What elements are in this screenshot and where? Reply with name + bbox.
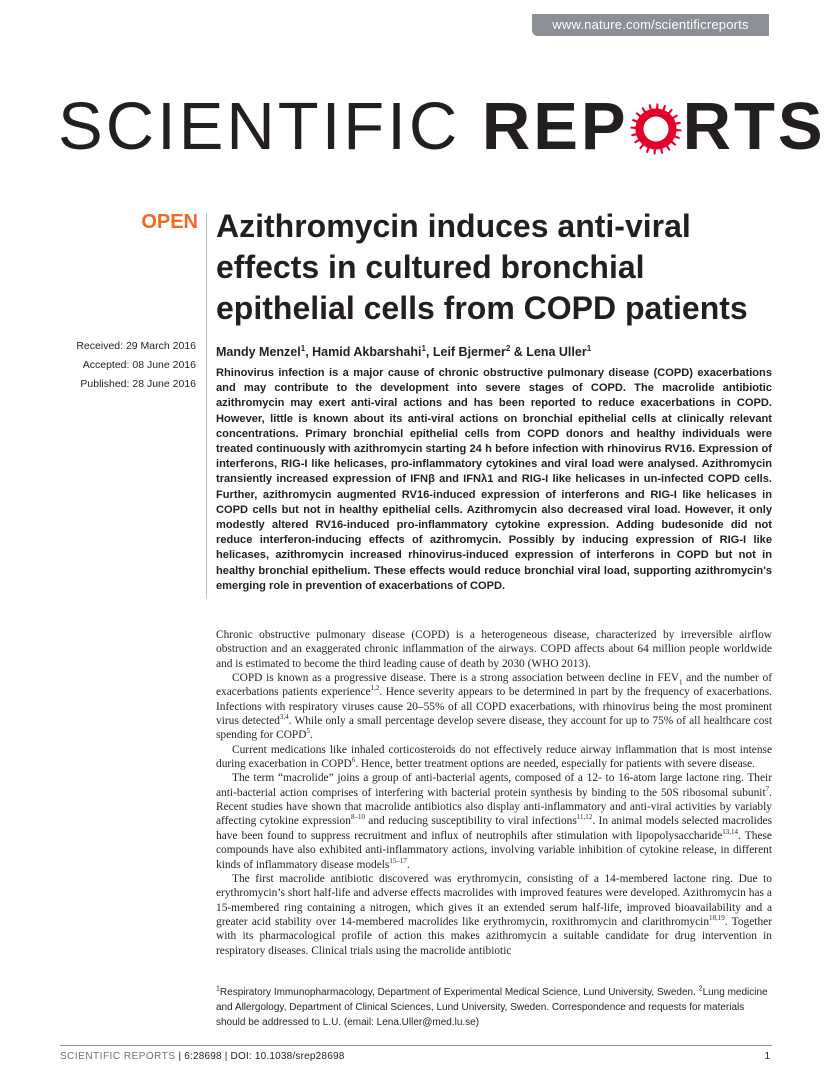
received-date: Received: 29 March 2016 [76, 340, 196, 352]
author-affiliation-mark: 1 [300, 344, 306, 353]
author-affiliation-mark: 2 [505, 344, 511, 353]
body-text: The term “macrolide” joins a group of anti-bacterial agents, composed of a 12- to 16-atom large lactone ring. Their anti-bacterial action comprises of interfering with bacterial protein synthesis by binding to the 50S ribosomal subunit [216, 772, 772, 799]
affiliation-mark: 2 [698, 985, 703, 993]
author-list: Mandy Menzel$^1$, Hamid Akbarshahi$^1$, Leif Bjermer$^2$ & Lena Uller$^1$ [216, 344, 592, 360]
open-access-label: OPEN [141, 211, 198, 233]
article-dates [40, 337, 196, 394]
author-affiliation-mark: 1 [421, 344, 426, 353]
page-number: 1 [764, 1051, 770, 1062]
body-text: . [310, 729, 313, 742]
citation-ref[interactable]: 3,4 [279, 713, 289, 722]
affiliation-text: Lung medicine and Allergology, Department of Clinical Sciences, Lund University, Sweden. Correspondence and requests for materials should be addressed to L.U. (email: Lena.Uller@med.lu.se) [216, 987, 768, 1028]
author-affiliation-mark: 1 [586, 344, 592, 353]
citation-ref[interactable]: 1,2 [370, 684, 380, 693]
author-name[interactable]: Hamid Akbarshahi [312, 345, 422, 360]
affiliation-mark: 1 [216, 985, 220, 993]
abstract: Rhinovirus infection is a major cause of chronic obstructive pulmonary disease (COPD) exacerbations and may contribute to the development into severe stages of COPD. The macrolide antibiotic azithromycin may exert anti-viral actions and has been reported to reduce exacerbations in COPD. However, little is known about its anti-viral actions on bronchial epithelial cells at clinically relevant concentrations. Primary bronchial epithelial cells from COPD donors and healthy individuals were treated continuously with azithromycin starting 24 h before infection with rhinovirus RV16. Expression of interferons, RIG-I like helicases, pro-inflammatory cytokines and viral load were analysed. Azithromycin transiently increased expression of IFNβ and IFNλ1 and RIG-I like helicases in un-infected COPD cells. Further, azithromycin augmented RV16-induced expression of interferons and RIG-I like helicases in COPD cells but not in healthy epithelial cells. Azithromycin also decreased viral load. However, it only modestly altered RV16-induced pro-inflammatory cytokine expression. Adding budesonide did not reduce interferon-inducing effects of azithromycin. Possibly by inducing expression of RIG-I like helicases, azithromycin increased rhinovirus-induced expression of interferons in COPD but not in healthy bronchial epithelium. These effects would reduce bronchial viral load, supporting azithromycin's emerging role in prevention of exacerbations of COPD. [216, 367, 772, 592]
body-text: . [406, 858, 410, 871]
body-paragraph [216, 743, 772, 772]
gear-logo-icon [630, 98, 682, 150]
affiliations-footnote [216, 985, 772, 1030]
affiliation-text: Respiratory Immunopharmacology, Department of Experimental Medical Science, Lund University, Sweden. [219, 987, 699, 998]
citation-ref[interactable]: 11,12 [576, 813, 593, 822]
body-text: . In animal models selected macrolides have been found to suppress recruitment and influx of neutrophils after stimulation with lipopolysaccharide [216, 815, 773, 842]
footer-doi[interactable]: | 6:28698 | DOI: 10.1038/srep28698 [175, 1051, 345, 1062]
body-paragraph: Chronic obstructive pulmonary disease (COPD) is a heterogeneous disease, characterized by irreversible airflow obstruction and an exaggerated chronic inflammation of the airways. COPD affects about 64 million people worldwide and is estimated to become the third leading cause of death by 2030 (WHO 2013). [216, 629, 772, 670]
body-paragraph [216, 771, 772, 871]
citation-ref[interactable]: 13,14 [722, 828, 739, 837]
footer-journal-name: SCIENTIFIC REPORTS [60, 1051, 176, 1062]
body-text: . Together with its pharmacological profile of action this makes azithromycin a suitable candidate for drug intervention in respiratory diseases. Clinical trials using the macrolide antibiotic [216, 915, 772, 957]
journal-url-banner[interactable]: www.nature.com/scientificreports [532, 14, 769, 36]
body-paragraph [216, 671, 772, 743]
body-text: . Hence, better treatment options are needed, especially for patients with severe disease. [355, 758, 755, 771]
author-name[interactable]: Mandy Menzel [216, 345, 301, 360]
body-text: and reducing susceptibility to viral infections [364, 815, 577, 828]
divider-rule [206, 213, 207, 598]
citation-ref[interactable]: 15–17 [389, 856, 407, 865]
accepted-date: Accepted: 08 June 2016 [82, 359, 196, 371]
body-text: . Recent studies have shown that macrolide antibiotics also display anti-inflammatory and anti-viral activities by variably affecting cytokine expression [216, 786, 772, 828]
citation-ref[interactable]: 5 [306, 727, 310, 736]
body-text: The first macrolide antibiotic discovered was erythromycin, consisting of a 14-membered lactone ring. Due to erythromycin’s short half-life and adverse effects macrolides with improved features were developed. Azithromycin has a 15-membered ring containing a nitrogen, which gives it an extended serum half-life, improved bioavailability and a greater acid stability over 14-membered macrolides like erythromycin, roxithromycin and clarithromycin [216, 872, 772, 928]
subscript: 1 [678, 678, 683, 687]
article-title: Azithromycin induces anti-viral effects in cultured bronchial epithelial cells from COPD patients [216, 208, 748, 326]
body-text: . Hence severity appears to be determined in part by the frequency of exacerbations. Infections with respiratory viruses cause 20–55% of all COPD exacerbations, with rhinovirus being the most prominent virus detected [216, 686, 772, 728]
author-name[interactable]: Leif Bjermer [432, 345, 506, 360]
author-name[interactable]: Lena Uller [526, 345, 587, 360]
body-text: and the number of exacerbations patients experience [216, 672, 772, 699]
citation-ref[interactable]: 7 [765, 784, 770, 793]
citation-ref[interactable]: 18,19 [709, 914, 725, 923]
published-date: Published: 28 June 2016 [80, 378, 196, 390]
masthead-bold-text-end: RTS [682, 89, 826, 164]
article-body [216, 628, 772, 958]
citation-ref[interactable]: 8–10 [350, 813, 365, 822]
body-text: Current medications like inhaled corticosteroids do not effectively reduce airway inflammation that is most intense during exacerbation in COPD [216, 743, 772, 771]
masthead-light-text: SCIENTIFIC [58, 89, 482, 164]
body-text: . While only a small percentage develop severe disease, they account for up to 75% of all healthcare cost spending for COPD [216, 715, 772, 742]
footer-citation [60, 1051, 344, 1062]
footer-divider [60, 1045, 772, 1046]
journal-masthead [58, 89, 826, 164]
citation-ref[interactable]: 6 [351, 756, 356, 765]
body-text: . These compounds have also exhibited anti-inflammatory actions, involving variable inhibition of cytokine release, in different kinds of inflammatory disease models [216, 829, 772, 871]
body-paragraph [216, 872, 772, 958]
body-text: COPD is known as a progressive disease. There is a strong association between decline in FEV [232, 672, 679, 685]
masthead-bold-text-start: REP [481, 89, 629, 164]
